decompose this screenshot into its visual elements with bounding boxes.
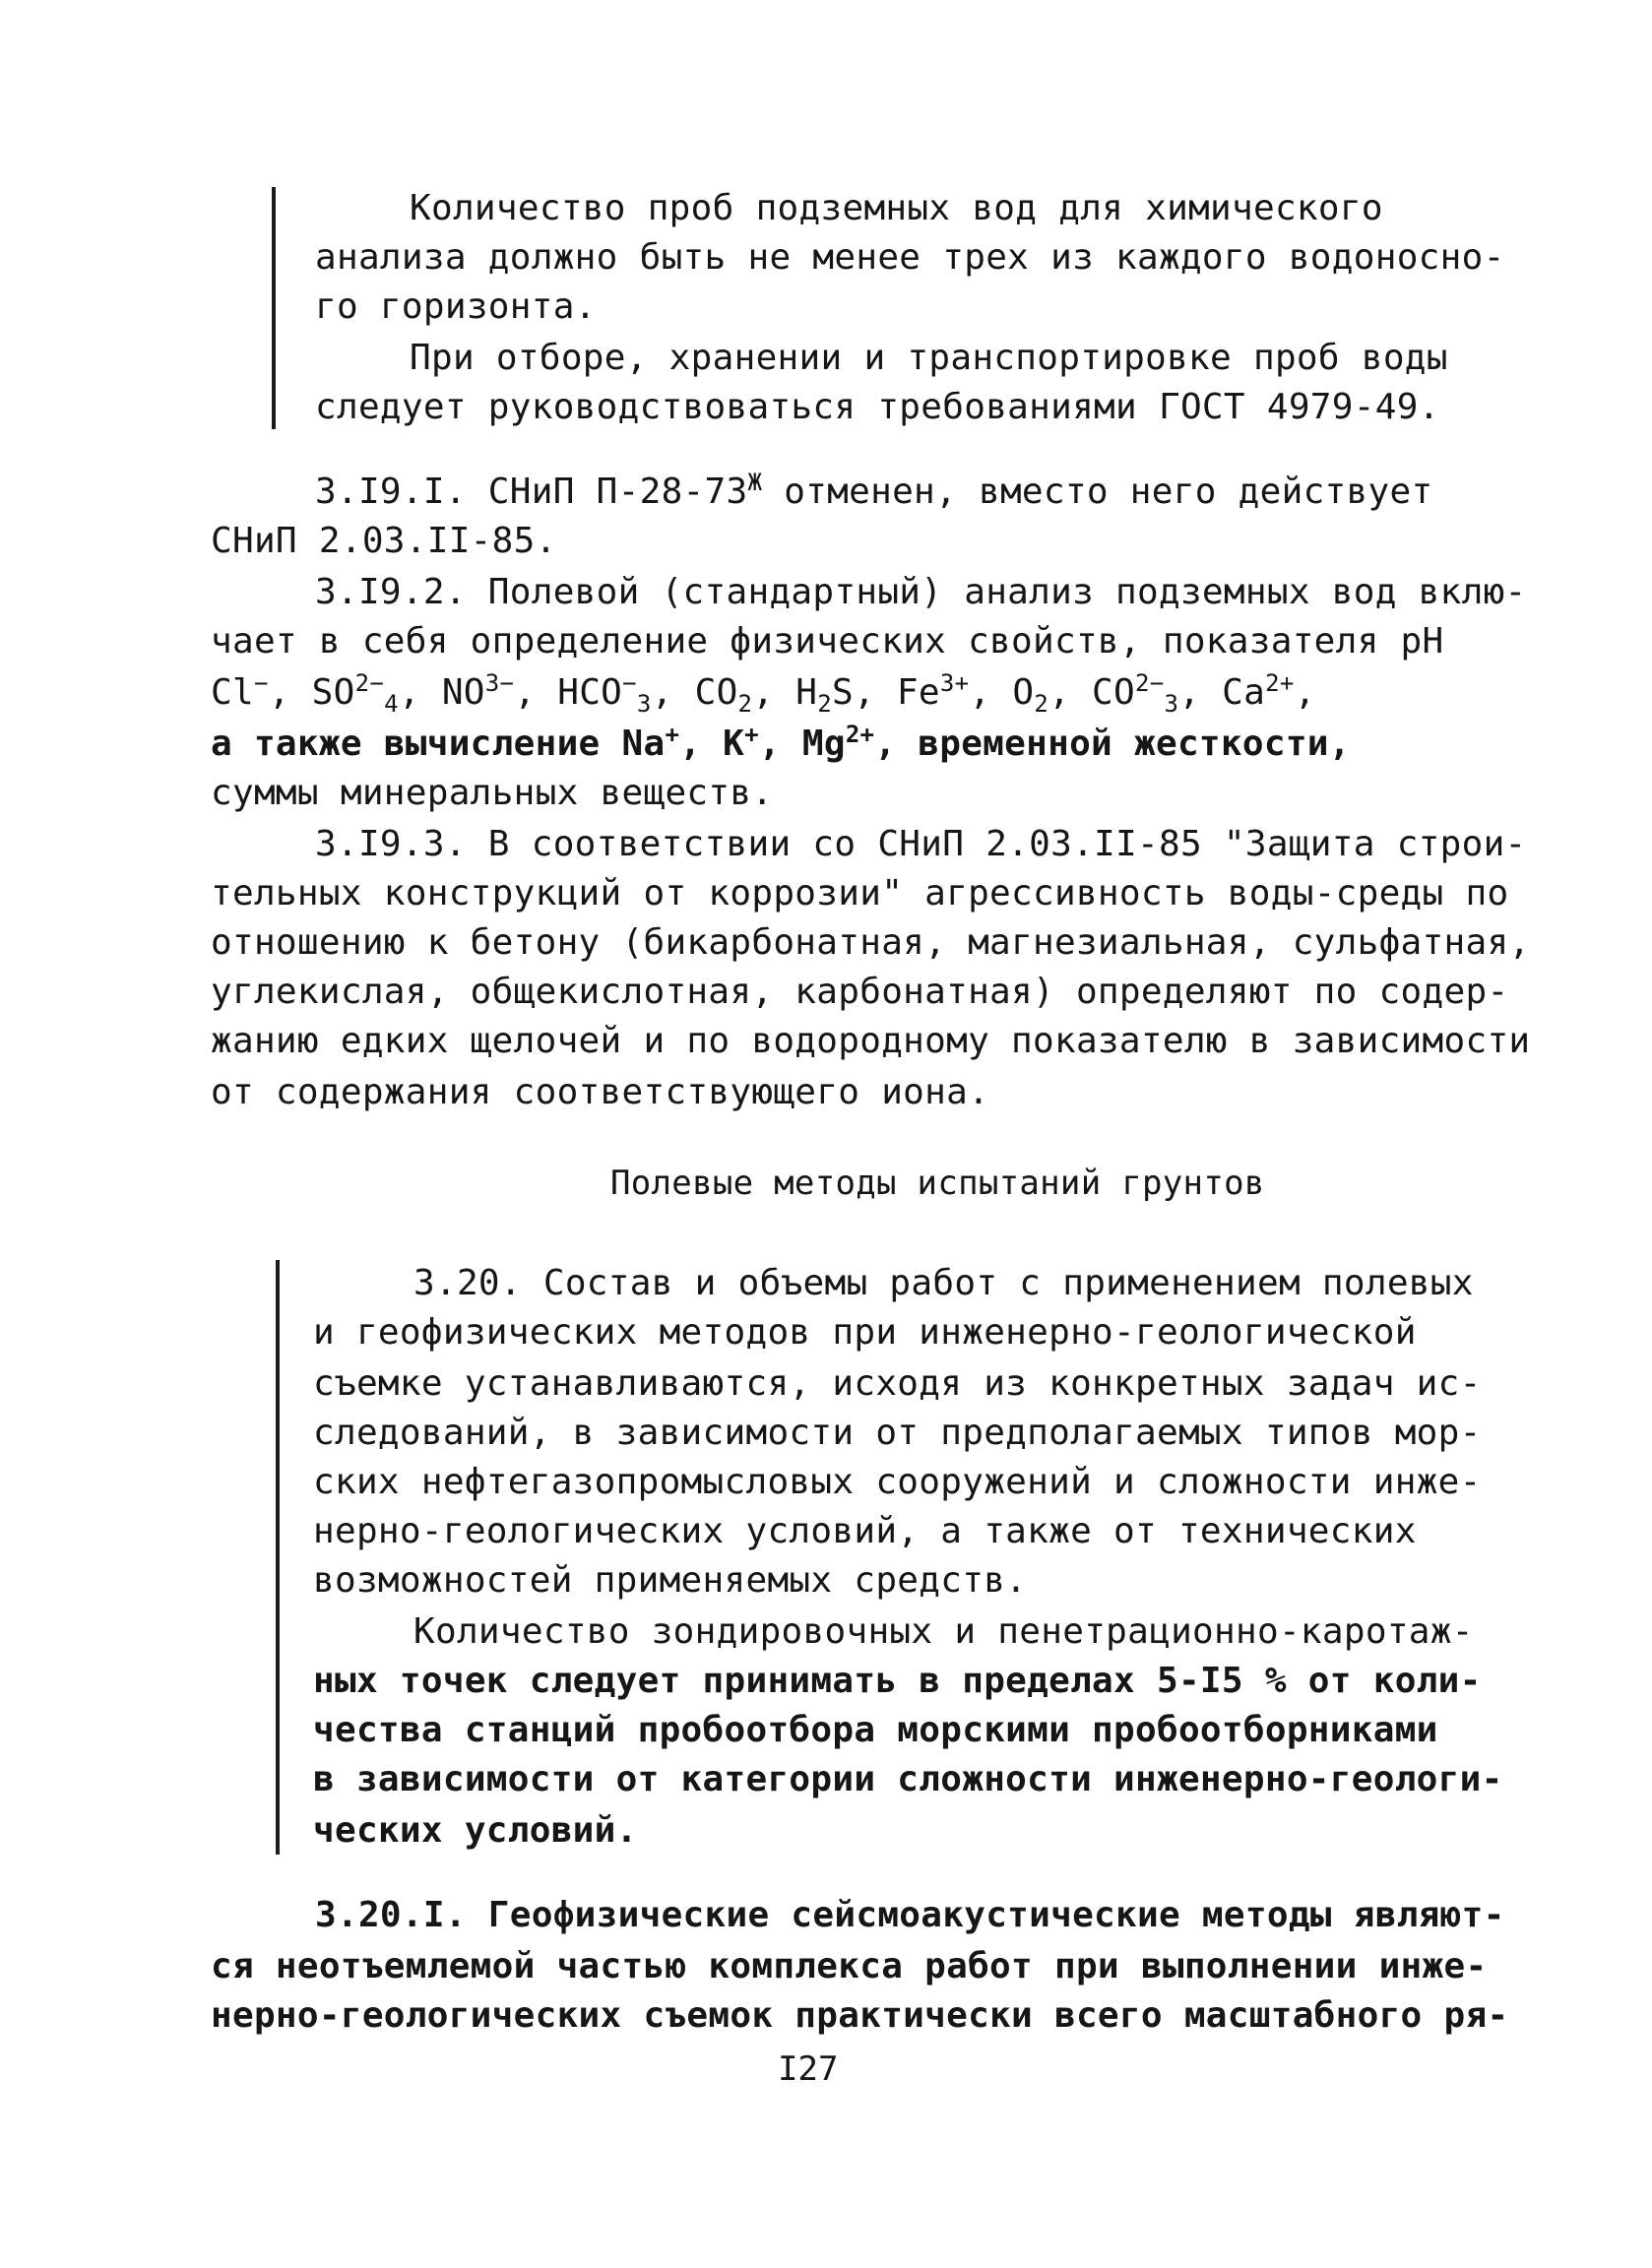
margin-rule-middle	[276, 1260, 280, 1855]
paragraph-line: При отборе, хранении и транспортировке проб воды	[410, 338, 1448, 378]
paragraph-line: 3.20.I. Геофизические сейсмоакустические методы являют-	[315, 1895, 1505, 1935]
paragraph-line: в зависимости от категории сложности инженерно-геологи-	[313, 1759, 1503, 1799]
paragraph-line: го горизонта.	[315, 286, 597, 327]
paragraph-line: ся неотъемлемой частью комплекса работ при выполнении инже-	[211, 1946, 1488, 1986]
ion-h2s: $H_2S$	[795, 672, 854, 719]
paragraph-line: 3.I9.2. Полевой (стандартный) анализ подземных вод вклю-	[315, 572, 1527, 612]
page-number: I27	[778, 2049, 839, 2089]
margin-rule-top	[272, 187, 276, 429]
paragraph-line: СНиП 2.03.II-85.	[211, 521, 557, 561]
ions-line-2: а также вычисление Na+, K+, $Mg^{2+}$, временной жесткости,	[211, 721, 1351, 764]
ion-no3: $NO^{3-}$	[441, 669, 515, 713]
paragraph-line: жанию едких щелочей и по водородному показателю в зависимости	[211, 1021, 1531, 1061]
paragraph-line: Количество проб подземных вод для химического	[410, 188, 1383, 228]
ion-co3: $CO^{2-}_3$	[1092, 669, 1179, 719]
paragraph-line: Количество зондировочных и пенетрационно-каротаж-	[413, 1611, 1474, 1652]
paragraph-line: отношению к бетону (бикарбонатная, магнезиальная, сульфатная,	[211, 922, 1531, 963]
paragraph-line: ских нефтегазопромысловых сооружений и сложности инже-	[313, 1462, 1482, 1502]
paragraph-line: чает в себя определение физических свойств, показателя pH	[211, 621, 1444, 662]
section-3-19-1-rest: отменен, вместо него действует	[762, 472, 1433, 512]
paragraph-line: тельных конструкций от коррозии" агрессивность воды-среды по	[211, 873, 1509, 914]
paragraph-line: следует руководствоваться требованиями ГОСТ 4979-49.	[315, 387, 1440, 427]
paragraph-line: и геофизических методов при инженерно-геологической	[313, 1312, 1417, 1353]
paragraph-line: ческих условий.	[313, 1810, 638, 1851]
section-3-19-1-line	[315, 471, 1432, 514]
ion-hco3: $HCO^-_3$	[557, 669, 652, 719]
paragraph-line: нерно-геологических условий, а также от технических	[313, 1511, 1417, 1551]
paragraph-line: следований, в зависимости от предполагаемых типов мор-	[313, 1413, 1482, 1453]
ion-mg: $Mg^{2+}$	[801, 721, 875, 764]
ion-fe: $Fe^{3+}$	[896, 669, 970, 713]
ion-o2: $O_2$	[1012, 672, 1049, 719]
paragraph-line: чества станций пробоотбора морскими пробоотборниками	[313, 1710, 1438, 1750]
ion-ca: $Ca^{2+}$	[1222, 669, 1295, 713]
ion-k: K+	[723, 721, 759, 764]
paragraph-line: от содержания соответствующего иона.	[211, 1072, 990, 1112]
paragraph-line: 3.I9.3. В соответствии со СНиП 2.03.II-85 "Защита строи-	[315, 824, 1527, 864]
paragraph-line: анализа должно быть не менее трех из каждого водоносно-	[315, 237, 1505, 278]
ion-na: Na+	[621, 721, 680, 764]
section-heading: Полевые методы испытаний грунтов	[610, 1164, 1265, 1203]
ions-line: Cl−, $SO^{2-}_4$, $NO^{3-}$, $HCO^-_3$, $CO_2$, $H_2S$, $Fe^{3+}$, $O_2$, $CO^{2-}_3$, $Ca^{2+}$,	[211, 669, 1316, 719]
ion-co2: $CO_2$	[694, 672, 753, 719]
section-3-19-1-text: 3.I9.I. СНиП П-28-73	[315, 472, 748, 512]
paragraph-line: съемке устанавливаются, исходя из конкретных задач ис-	[313, 1363, 1482, 1404]
paragraph-line: ных точек следует принимать в пределах 5-I5 % от коли-	[313, 1661, 1482, 1701]
paragraph-line: 3.20. Состав и объемы работ с применением полевых	[413, 1263, 1474, 1303]
footnote-mark: Ж	[747, 469, 763, 496]
calc-text: а также вычисление	[211, 724, 601, 764]
paragraph-line: суммы минеральных веществ.	[211, 773, 774, 813]
hardness-text: , временной жесткости,	[874, 724, 1351, 764]
paragraph-line: возможностей применяемых средств.	[313, 1560, 1028, 1601]
ion-so4: $SO^{2-}_4$	[311, 669, 399, 719]
paragraph-line: нерно-геологических съемок практически всего масштабного ря-	[211, 1995, 1509, 2036]
ion-cl: Cl−	[211, 669, 269, 713]
paragraph-line: углекислая, общекислотная, карбонатная) определяют по содер-	[211, 972, 1509, 1012]
